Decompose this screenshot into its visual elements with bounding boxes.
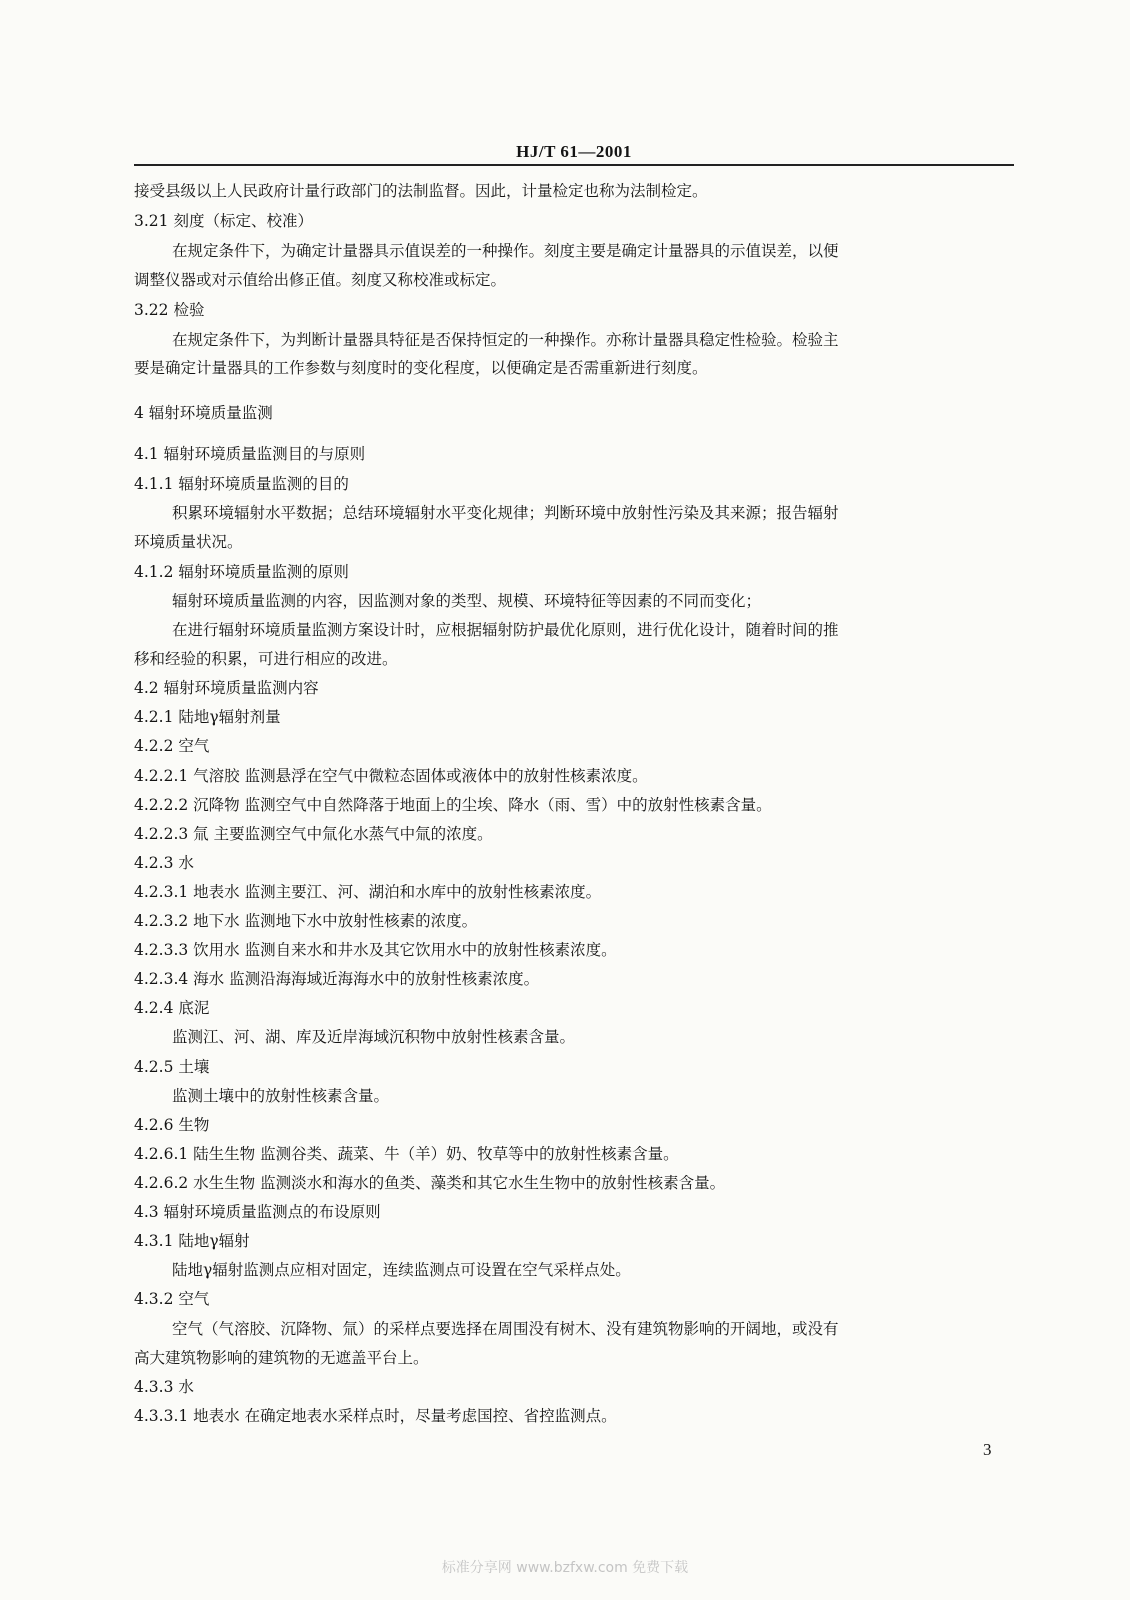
text-line: 移和经验的积累，可进行相应的改进。 — [134, 650, 398, 668]
text-line: 4.1 辐射环境质量监测目的与原则 — [134, 445, 366, 463]
text-line: 环境质量状况。 — [134, 533, 243, 551]
text-line: 4.3.1 陆地γ辐射 — [134, 1232, 250, 1250]
text-line: 4.2.4 底泥 — [134, 999, 210, 1017]
text-line: 在进行辐射环境质量监测方案设计时，应根据辐射防护最优化原则，进行优化设计，随着时间的推 — [172, 621, 839, 639]
text-line: 调整仪器或对示值给出修正值。刻度又称校准或标定。 — [134, 271, 507, 289]
text-line: 4.2.1 陆地γ辐射剂量 — [134, 708, 281, 726]
text-line: 3.21 刻度（标定、校准） — [134, 212, 313, 230]
text-line: 陆地γ辐射监测点应相对固定，连续监测点可设置在空气采样点处。 — [172, 1261, 631, 1279]
text-line: 4.2.2.2 沉降物 监测空气中自然降落于地面上的尘埃、降水（雨、雪）中的放射性核素含量。 — [134, 796, 772, 814]
page-number: 3 — [983, 1440, 992, 1459]
text-line: 4.2.6 生物 — [134, 1116, 210, 1134]
document-header: HJ/T 61—2001 — [516, 142, 632, 161]
text-line: 空气（气溶胶、沉降物、氚）的采样点要选择在周围没有树木、没有建筑物影响的开阔地，或没有 — [172, 1320, 839, 1338]
text-line: 4.2 辐射环境质量监测内容 — [134, 679, 319, 697]
text-line: 4.2.3 水 — [134, 854, 194, 872]
text-line: 4.2.3.4 海水 监测沿海海域近海海水中的放射性核素浓度。 — [134, 970, 540, 988]
text-line: 4.3.3.1 地表水 在确定地表水采样点时，尽量考虑国控、省控监测点。 — [134, 1407, 617, 1425]
text-line: 辐射环境质量监测的内容，因监测对象的类型、规模、环境特征等因素的不同而变化； — [172, 592, 762, 610]
text-line: 4.2.6.2 水生生物 监测淡水和海水的鱼类、藻类和其它水生生物中的放射性核素含量。 — [134, 1174, 726, 1192]
text-line: 监测土壤中的放射性核素含量。 — [172, 1087, 390, 1105]
text-line: 4.3 辐射环境质量监测点的布设原则 — [134, 1203, 381, 1221]
watermark: 标准分享网 www.bzfxw.com 免费下载 — [441, 1560, 689, 1576]
text-line: 积累环境辐射水平数据；总结环境辐射水平变化规律；判断环境中放射性污染及其来源；报告辐射 — [172, 504, 839, 522]
text-line: 在规定条件下，为判断计量器具特征是否保持恒定的一种操作。亦称计量器具稳定性检验。检验主 — [172, 331, 839, 349]
text-line: 在规定条件下，为确定计量器具示值误差的一种操作。刻度主要是确定计量器具的示值误差，以便 — [172, 242, 839, 260]
text-line: 高大建筑物影响的建筑物的无遮盖平台上。 — [134, 1349, 429, 1367]
text-line: 4.2.3.1 地表水 监测主要江、河、湖泊和水库中的放射性核素浓度。 — [134, 883, 602, 901]
text-line: 4.2.3.2 地下水 监测地下水中放射性核素的浓度。 — [134, 912, 478, 930]
text-line: 要是确定计量器具的工作参数与刻度时的变化程度，以便确定是否需重新进行刻度。 — [134, 359, 708, 377]
header-rule — [134, 164, 1014, 166]
text-line: 4.3.3 水 — [134, 1378, 194, 1396]
text-line: 4 辐射环境质量监测 — [134, 404, 273, 422]
text-line: 4.2.2 空气 — [134, 737, 210, 755]
text-line: 4.1.1 辐射环境质量监测的目的 — [134, 475, 349, 493]
text-line: 4.2.3.3 饮用水 监测自来水和井水及其它饮用水中的放射性核素浓度。 — [134, 941, 617, 959]
text-line: 4.2.5 土壤 — [134, 1058, 210, 1076]
text-line: 监测江、河、湖、库及近岸海域沉积物中放射性核素含量。 — [172, 1028, 576, 1046]
text-line: 3.22 检验 — [134, 301, 205, 319]
text-line: 4.3.2 空气 — [134, 1290, 210, 1308]
text-line: 接受县级以上人民政府计量行政部门的法制监督。因此，计量检定也称为法制检定。 — [134, 182, 708, 200]
text-line: 4.1.2 辐射环境质量监测的原则 — [134, 563, 349, 581]
text-line: 4.2.2.1 气溶胶 监测悬浮在空气中微粒态固体或液体中的放射性核素浓度。 — [134, 767, 648, 785]
text-line: 4.2.2.3 氚 主要监测空气中氚化水蒸气中氚的浓度。 — [134, 825, 493, 843]
text-line: 4.2.6.1 陆生生物 监测谷类、蔬菜、牛（羊）奶、牧草等中的放射性核素含量。 — [134, 1145, 679, 1163]
